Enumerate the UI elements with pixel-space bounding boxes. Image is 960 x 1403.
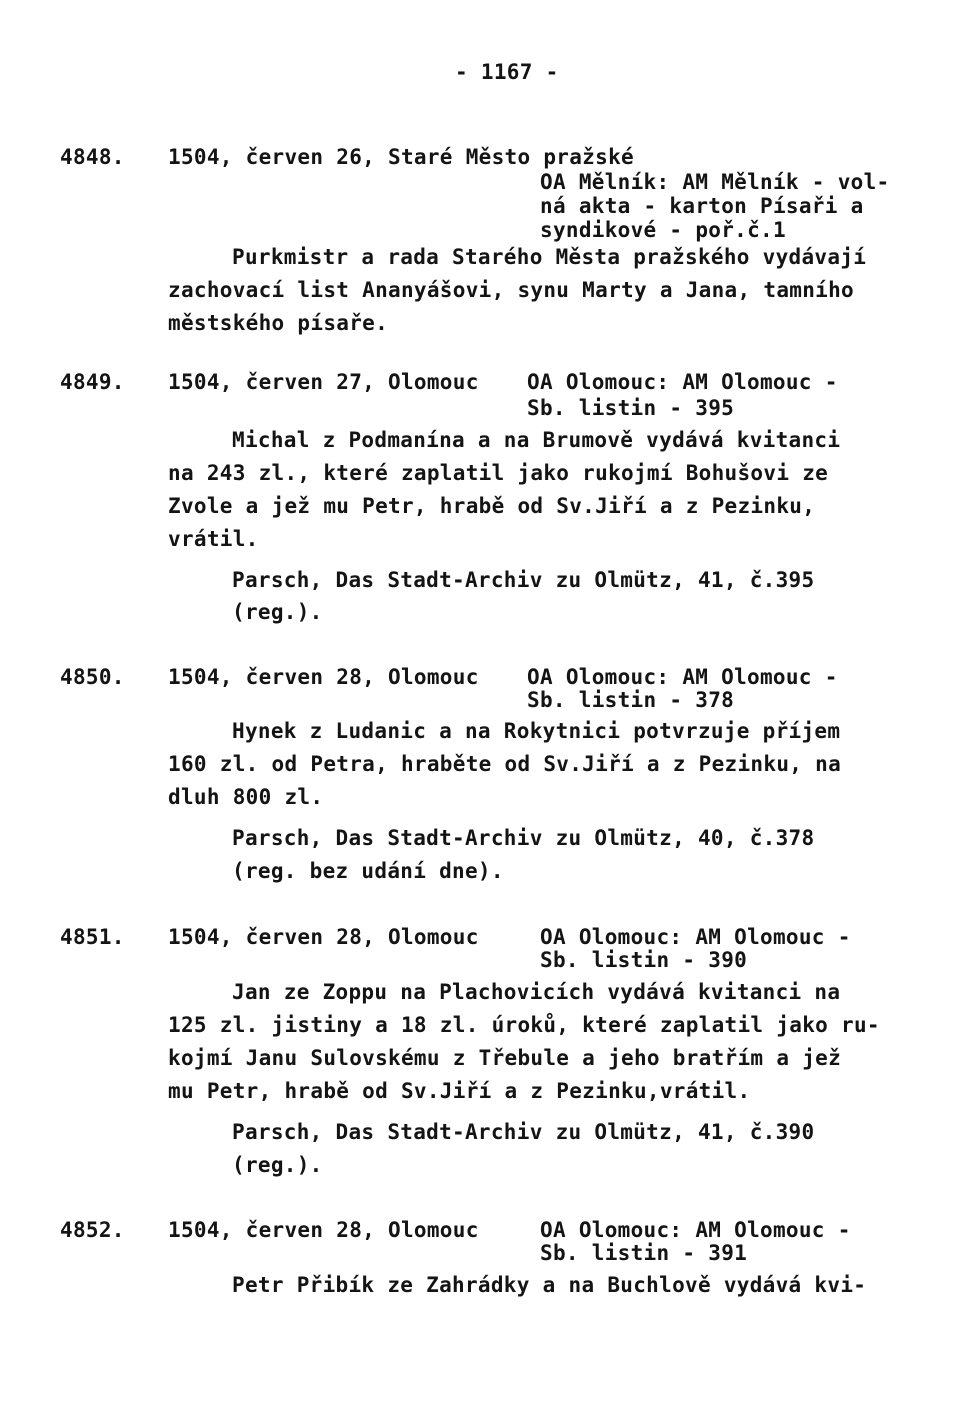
archive-line: Sb. listin - 378: [527, 688, 735, 712]
entry-number: 4852.: [60, 1218, 125, 1242]
body-line: Jan ze Zoppu na Plachovicích vydává kvitanci na: [232, 980, 841, 1004]
body-line: Purkmistr a rada Starého Města pražského vydávají: [232, 245, 867, 269]
body-line: Hynek z Ludanic a na Rokytnici potvrzuje příjem: [232, 719, 841, 743]
reference-line: Parsch, Das Stadt-Archiv zu Olmütz, 41, č.395: [232, 568, 815, 592]
body-line: městského písaře.: [168, 311, 389, 335]
body-line: Petr Přibík ze Zahrádky a na Buchlově vydává kvi-: [232, 1273, 867, 1297]
archive-line: OA Mělník: AM Mělník - vol-: [540, 170, 890, 194]
body-line: mu Petr, hrabě od Sv.Jiří a z Pezinku,vrátil.: [168, 1079, 751, 1103]
reference-line: (reg.).: [232, 1153, 323, 1177]
body-line: dluh 800 zl.: [168, 785, 324, 809]
archive-line: OA Olomouc: AM Olomouc -: [540, 925, 851, 949]
archive-line: Sb. listin - 390: [540, 948, 748, 972]
body-line: 125 zl. jistiny a 18 zl. úroků, které zaplatil jako ru-: [168, 1013, 880, 1037]
reference-line: Parsch, Das Stadt-Archiv zu Olmütz, 41, č.390: [232, 1120, 815, 1144]
entry-header: 1504, červen 27, Olomouc: [168, 370, 479, 394]
body-line: zachovací list Ananyášovi, synu Marty a Jana, tamního: [168, 278, 854, 302]
archive-line: OA Olomouc: AM Olomouc -: [540, 1218, 851, 1242]
body-line: Zvole a jež mu Petr, hrabě od Sv.Jiří a z Pezinku,: [168, 494, 816, 518]
reference-line: Parsch, Das Stadt-Archiv zu Olmütz, 40, č.378: [232, 826, 815, 850]
entry-header: 1504, červen 28, Olomouc: [168, 925, 479, 949]
entry-number: 4849.: [60, 370, 125, 394]
entry-number: 4851.: [60, 925, 125, 949]
entry-header: 1504, červen 28, Olomouc: [168, 665, 479, 689]
archive-line: Sb. listin - 395: [527, 396, 735, 420]
body-line: Michal z Podmanína a na Brumově vydává kvitanci: [232, 428, 841, 452]
archive-line: syndikové - poř.č.1: [540, 218, 786, 242]
page-number: - 1167 -: [455, 60, 559, 84]
body-line: na 243 zl., které zaplatil jako rukojmí Bohušovi ze: [168, 461, 829, 485]
body-line: 160 zl. od Petra, hraběte od Sv.Jiří a z Pezinku, na: [168, 752, 842, 776]
body-line: kojmí Janu Sulovskému z Třebule a jeho bratřím a jež: [168, 1046, 842, 1070]
entry-header: 1504, červen 28, Olomouc: [168, 1218, 479, 1242]
archive-line: OA Olomouc: AM Olomouc -: [527, 370, 838, 394]
body-line: vrátil.: [168, 527, 259, 551]
archive-line: OA Olomouc: AM Olomouc -: [527, 665, 838, 689]
reference-line: (reg.).: [232, 600, 323, 624]
archive-line: Sb. listin - 391: [540, 1241, 748, 1265]
entry-number: 4850.: [60, 665, 125, 689]
entry-number: 4848.: [60, 145, 125, 169]
entry-header: 1504, červen 26, Staré Město pražské: [168, 145, 634, 169]
reference-line: (reg. bez udání dne).: [232, 859, 504, 883]
archive-line: ná akta - karton Písaři a: [540, 194, 864, 218]
